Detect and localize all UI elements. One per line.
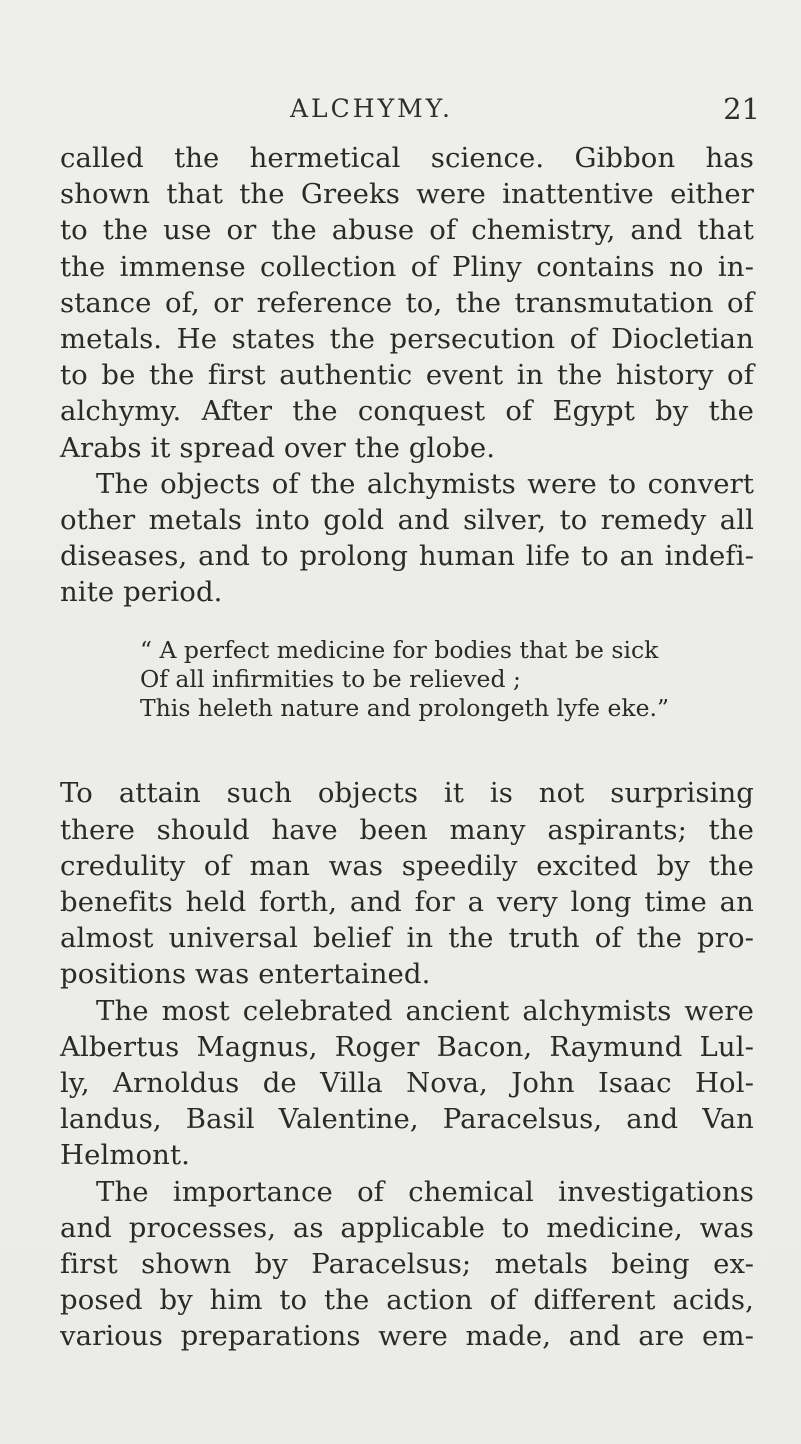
text-line: first shown by Paracelsus; metals being ex-	[60, 1247, 754, 1280]
text-line: nite period.	[60, 576, 223, 609]
running-title: ALCHYMY.	[290, 94, 453, 123]
text-line: and processes, as applicable to medicine, was	[60, 1211, 754, 1244]
text-line: alchymy. After the conquest of Egypt by the	[60, 395, 754, 428]
page-number: 21	[723, 92, 760, 126]
text-line: stance of, or reference to, the transmutation of	[60, 286, 754, 319]
text-line: there should have been many aspirants; the	[60, 813, 754, 846]
text-line: called the hermetical science. Gibbon has	[60, 142, 754, 174]
paragraph-3	[60, 775, 754, 992]
text-line: to be the first authentic event in the history of	[60, 359, 754, 392]
text-line: The objects of the alchymists were to convert	[96, 467, 754, 500]
text-line: Albertus Magnus, Roger Bacon, Raymund Lul-	[60, 1030, 754, 1063]
text-line: credulity of man was speedily excited by the	[60, 849, 754, 882]
paragraph-2	[60, 466, 754, 611]
text-line: various preparations were made, and are em-	[60, 1320, 754, 1353]
verse-line: This heleth nature and prolongeth lyfe eke.”	[140, 694, 669, 723]
text-line: Helmont.	[60, 1139, 190, 1172]
text-line: benefits held forth, and for a very long time an	[60, 886, 754, 918]
running-head	[60, 94, 760, 134]
text-line: positions was entertained.	[60, 958, 431, 991]
text-line: shown that the Greeks were inattentive either	[60, 178, 754, 211]
verse-line: Of all infirmities to be relieved ;	[140, 665, 521, 694]
text-line: To attain such objects it is not surprising	[60, 777, 754, 810]
text-line: diseases, and to prolong human life to an indefi-	[60, 540, 754, 573]
verse-quotation	[60, 636, 754, 723]
text-line: The importance of chemical investigations	[96, 1175, 754, 1208]
paragraph-5	[60, 1174, 754, 1355]
text-line: Arabs it spread over the globe.	[60, 431, 496, 464]
text-line: other metals into gold and silver, to remedy all	[60, 503, 754, 536]
paragraph-1	[60, 140, 754, 466]
paragraph-4	[60, 993, 754, 1174]
text-line: the immense collection of Pliny contains no in-	[60, 250, 754, 283]
text-line: to the use or the abuse of chemistry, and that	[60, 214, 754, 247]
body-text	[60, 140, 754, 1354]
text-line: landus, Basil Valentine, Paracelsus, and Van	[60, 1103, 754, 1136]
text-line: almost universal belief in the truth of the pro-	[60, 922, 754, 955]
text-line: metals. He states the persecution of Diocletian	[60, 322, 754, 355]
text-line: ly, Arnoldus de Villa Nova, John Isaac Hol-	[60, 1066, 754, 1099]
text-line: posed by him to the action of different acids,	[60, 1284, 754, 1317]
verse-line: “ A perfect medicine for bodies that be sick	[140, 636, 659, 665]
text-line: The most celebrated ancient alchymists were	[96, 994, 754, 1027]
